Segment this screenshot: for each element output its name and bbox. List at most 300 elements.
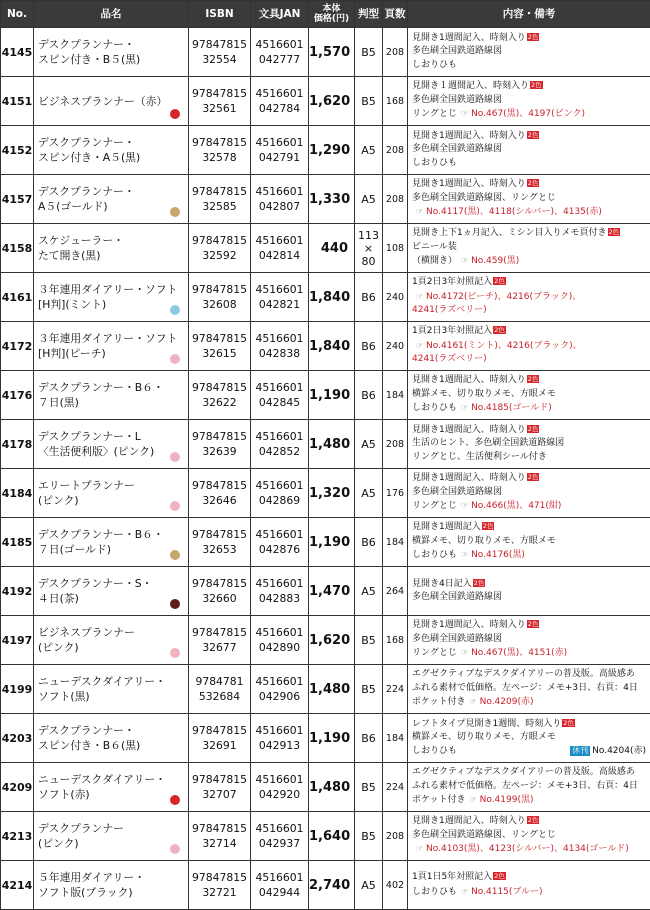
format-size: B6 <box>355 714 383 763</box>
table-row <box>1 469 650 518</box>
product-number: 4184 <box>1 469 34 518</box>
color-dot-icon <box>170 109 180 119</box>
isbn: 97847815 32646 <box>189 469 251 518</box>
product-number: 4185 <box>1 518 34 567</box>
page-count: 184 <box>383 371 408 420</box>
note-line <box>412 45 646 58</box>
two-color-tag: 2色 <box>527 425 540 433</box>
note-line <box>412 353 646 366</box>
note-line <box>412 325 646 338</box>
table-row <box>1 420 650 469</box>
product-name: デスクプランナー・S・ ４日(茶) <box>38 576 184 606</box>
note-line <box>412 885 646 899</box>
table-row <box>1 371 650 420</box>
product-number: 4197 <box>1 616 34 665</box>
note-text: 多色刷全国鉄道路線図 <box>412 95 502 105</box>
note-text: しおりひも <box>412 158 457 168</box>
note-line <box>412 143 646 156</box>
table-row <box>1 763 650 812</box>
note-line <box>412 130 646 143</box>
note-line <box>412 254 646 268</box>
notes-cell <box>408 665 650 714</box>
note-text: しおりひも <box>412 60 457 70</box>
note-line <box>412 192 646 205</box>
note-line <box>412 718 646 731</box>
isbn: 97847815 32608 <box>189 273 251 322</box>
note-text: 多色刷全国鉄道路線図 <box>412 46 502 56</box>
page-count: 208 <box>383 420 408 469</box>
discontinued-badge: 休刊 <box>570 746 590 756</box>
two-color-tag: 2色 <box>530 81 543 89</box>
jan-code: 4516601 042814 <box>251 224 309 273</box>
product-name: ５年連用ダイアリー・ ソフト版(ブラック) <box>38 870 184 900</box>
price: 1,480 <box>309 420 355 469</box>
related-products: No.4103(黒)、4123(シルバー)、4134(ゴールド) <box>426 844 629 854</box>
isbn: 97847815 32578 <box>189 126 251 175</box>
format-size: A5 <box>355 126 383 175</box>
product-name-cell <box>34 322 189 371</box>
format-size: A5 <box>355 567 383 616</box>
note-text: 見開き1週間記入 <box>412 522 481 532</box>
page-count: 208 <box>383 28 408 77</box>
note-line <box>412 178 646 191</box>
note-line <box>412 388 646 401</box>
color-dot-icon <box>170 501 180 511</box>
product-number: 4214 <box>1 861 34 910</box>
note-line <box>412 486 646 499</box>
note-line <box>412 107 646 121</box>
price: 2,740 <box>309 861 355 910</box>
table-row <box>1 273 650 322</box>
price: 1,840 <box>309 273 355 322</box>
note-text: リングとじ <box>412 109 457 119</box>
related-products: No.4176(黒) <box>471 550 525 560</box>
isbn: 97847815 32622 <box>189 371 251 420</box>
note-line <box>412 695 646 709</box>
related-products: No.467(黒)、4151(赤) <box>471 648 567 658</box>
pointing-hand-icon: ☞ <box>461 501 468 510</box>
color-dot-icon <box>170 305 180 315</box>
note-text: 見開き上下1ヵ月記入、ミシン目入りメモ頁付き <box>412 228 607 238</box>
note-text: 多色刷全国鉄道路線図 <box>412 634 502 644</box>
format-size: B6 <box>355 371 383 420</box>
pointing-hand-icon: ☞ <box>470 795 477 804</box>
price: 1,840 <box>309 322 355 371</box>
two-color-tag: 2色 <box>527 179 540 187</box>
ref-number: No.4204(赤) <box>592 746 646 756</box>
product-number: 4172 <box>1 322 34 371</box>
note-text: 多色刷全国鉄道路線図、リングとじ <box>412 193 556 203</box>
product-name: デスクプランナー・ A５(ゴールド) <box>38 184 184 214</box>
jan-code: 4516601 042791 <box>251 126 309 175</box>
note-line <box>412 94 646 107</box>
two-color-tag: 2色 <box>482 522 495 530</box>
price: 1,330 <box>309 175 355 224</box>
note-text: エグゼクティブなデスクダイアリーの普及版。高級感あ <box>412 669 635 679</box>
two-color-tag: 2色 <box>527 620 540 628</box>
price: 1,470 <box>309 567 355 616</box>
table-row <box>1 77 650 126</box>
price: 1,190 <box>309 518 355 567</box>
product-number: 4158 <box>1 224 34 273</box>
product-name: デスクプランナー (ピンク) <box>38 821 184 851</box>
notes-cell <box>408 616 650 665</box>
product-name: スケジューラー・ たて開き(黒) <box>38 233 184 263</box>
note-line <box>412 633 646 646</box>
jan-code: 4516601 042784 <box>251 77 309 126</box>
note-text: ふれる素材で低価格。左ページ：メモ+3日、右頁：4日 <box>412 683 638 693</box>
price: 1,290 <box>309 126 355 175</box>
color-dot-icon <box>170 452 180 462</box>
related-products: No.4117(黒)、4118(シルバー)、4135(赤) <box>426 207 602 217</box>
price: 1,620 <box>309 77 355 126</box>
note-text: しおりひも <box>412 403 457 413</box>
table-row <box>1 567 650 616</box>
page-count: 240 <box>383 322 408 371</box>
price: 1,190 <box>309 714 355 763</box>
isbn: 97847815 32615 <box>189 322 251 371</box>
note-text: 見開き1週間記入、時刻入り <box>412 131 526 141</box>
pointing-hand-icon: ☞ <box>416 844 423 853</box>
note-text: しおりひも <box>412 887 457 897</box>
related-products: No.4172(ピーチ)、4216(ブラック)、 <box>426 292 581 302</box>
related-products: No.4209(赤) <box>480 697 534 707</box>
note-text: 横罫メモ、切り取りメモ、方眼メモ <box>412 389 556 399</box>
table-row <box>1 175 650 224</box>
notes-cell <box>408 469 650 518</box>
jan-code: 4516601 042920 <box>251 763 309 812</box>
format-size: A5 <box>355 420 383 469</box>
product-name: ビジネスプランナー (ピンク) <box>38 625 184 655</box>
note-text: しおりひも <box>412 745 457 758</box>
jan-code: 4516601 042777 <box>251 28 309 77</box>
notes-cell <box>408 714 650 763</box>
format-size: A5 <box>355 469 383 518</box>
note-line <box>412 472 646 485</box>
product-name: デスクプランナー・B６・ ７日(黒) <box>38 380 184 410</box>
note-line <box>412 499 646 513</box>
header-size: 判型 <box>355 1 383 28</box>
isbn: 97847815 32554 <box>189 28 251 77</box>
note-line <box>412 241 646 254</box>
note-line <box>412 815 646 828</box>
note-text: 見開き1週間記入、時刻入り <box>412 425 526 435</box>
page-count: 108 <box>383 224 408 273</box>
note-line <box>412 339 646 353</box>
page-count: 168 <box>383 77 408 126</box>
note-text: 見開き1週間記入、時刻入り <box>412 620 526 630</box>
note-text: 見開き4日記入 <box>412 579 472 589</box>
table-row <box>1 861 650 910</box>
note-line <box>412 424 646 437</box>
format-size: B6 <box>355 518 383 567</box>
note-line <box>412 578 646 591</box>
product-name-cell <box>34 861 189 910</box>
jan-code: 4516601 042869 <box>251 469 309 518</box>
isbn: 97847815 32714 <box>189 812 251 861</box>
note-line <box>412 535 646 548</box>
related-products: No.466(黒)、471(紺) <box>471 501 561 511</box>
two-color-tag: 2色 <box>527 473 540 481</box>
two-color-tag: 2色 <box>527 131 540 139</box>
note-line <box>412 548 646 562</box>
note-text: 横罫メモ、切り取りメモ、方眼メモ <box>412 536 556 546</box>
page-count: 184 <box>383 518 408 567</box>
two-color-tag: 2色 <box>608 228 621 236</box>
page-count: 264 <box>383 567 408 616</box>
header-notes: 内容・備考 <box>408 1 650 28</box>
note-text: レフトタイプ見開き1週間、時刻入り <box>412 719 561 729</box>
isbn: 97847815 32691 <box>189 714 251 763</box>
product-name: ３年連用ダイアリー・ソフト [H判](ミント) <box>38 282 184 312</box>
product-number: 4199 <box>1 665 34 714</box>
product-name-cell <box>34 616 189 665</box>
isbn: 97847815 32592 <box>189 224 251 273</box>
note-line <box>412 205 646 219</box>
notes-cell <box>408 420 650 469</box>
product-name-cell <box>34 273 189 322</box>
jan-code: 4516601 042906 <box>251 665 309 714</box>
jan-code: 4516601 042883 <box>251 567 309 616</box>
product-name-cell <box>34 763 189 812</box>
note-text: ふれる素材で低価格。左ページ：メモ+3日、右頁：4日 <box>412 781 638 791</box>
header-price: 本体 価格(円) <box>309 1 355 28</box>
note-line <box>412 227 646 240</box>
two-color-tag: 2色 <box>493 326 506 334</box>
related-products: No.4161(ミント)、4216(ブラック)、 <box>426 341 582 351</box>
note-line <box>412 304 646 317</box>
note-text: 多色刷全国鉄道路線図 <box>412 487 502 497</box>
product-name-cell <box>34 371 189 420</box>
note-line <box>412 521 646 534</box>
product-name: デスクプランナー・ スピン付き・A５(黒) <box>38 135 184 165</box>
note-line <box>412 668 646 681</box>
format-size: B5 <box>355 763 383 812</box>
pointing-hand-icon: ☞ <box>416 292 423 301</box>
notes-cell <box>408 812 650 861</box>
note-line <box>412 871 646 884</box>
note-text: 見開き１週間記入、時刻入り <box>412 81 529 91</box>
notes-cell <box>408 763 650 812</box>
isbn: 97847815 32585 <box>189 175 251 224</box>
note-line <box>412 745 646 758</box>
isbn: 9784781 532684 <box>189 665 251 714</box>
note-text: ポケット付き <box>412 697 466 707</box>
two-color-tag: 2色 <box>493 277 506 285</box>
note-line <box>412 401 646 415</box>
two-color-tag: 2色 <box>493 872 506 880</box>
jan-code: 4516601 042845 <box>251 371 309 420</box>
color-dot-icon <box>170 844 180 854</box>
product-name: デスクプランナー・ スピン付き・B５(黒) <box>38 37 184 67</box>
color-dot-icon <box>170 599 180 609</box>
page-count: 224 <box>383 665 408 714</box>
note-line <box>412 451 646 464</box>
note-text: 横罫メモ、切り取りメモ、方眼メモ <box>412 732 556 742</box>
page-count: 184 <box>383 714 408 763</box>
notes-cell <box>408 77 650 126</box>
format-size: B5 <box>355 28 383 77</box>
pointing-hand-icon: ☞ <box>461 887 468 896</box>
table-row <box>1 616 650 665</box>
product-name-cell <box>34 126 189 175</box>
product-number: 4178 <box>1 420 34 469</box>
note-line <box>412 290 646 304</box>
isbn: 97847815 32653 <box>189 518 251 567</box>
note-line <box>412 157 646 170</box>
two-color-tag: 2色 <box>473 579 486 587</box>
format-size: 113 × 80 <box>355 224 383 273</box>
related-products: No.4115(ブルー) <box>471 887 543 897</box>
note-line <box>412 59 646 72</box>
page-count: 168 <box>383 616 408 665</box>
page-count: 402 <box>383 861 408 910</box>
header-pages: 頁数 <box>383 1 408 28</box>
related-products: No.459(黒) <box>471 256 519 266</box>
header-name: 品名 <box>34 1 189 28</box>
note-text: 生活のヒント、多色刷全国鉄道路線図 <box>412 438 564 448</box>
color-dot-icon <box>170 795 180 805</box>
pointing-hand-icon: ☞ <box>461 109 468 118</box>
notes-cell <box>408 175 650 224</box>
pointing-hand-icon: ☞ <box>461 256 468 265</box>
related-products: 4241(ラズベリー) <box>412 305 487 315</box>
price: 1,620 <box>309 616 355 665</box>
table-row <box>1 812 650 861</box>
isbn: 97847815 32561 <box>189 77 251 126</box>
page-count: 224 <box>383 763 408 812</box>
product-number: 4157 <box>1 175 34 224</box>
table-row <box>1 322 650 371</box>
two-color-tag: 2色 <box>527 33 540 41</box>
jan-code: 4516601 042852 <box>251 420 309 469</box>
note-text: しおりひも <box>412 550 457 560</box>
notes-cell <box>408 518 650 567</box>
notes-cell <box>408 567 650 616</box>
page-count: 240 <box>383 273 408 322</box>
page-count: 208 <box>383 812 408 861</box>
note-text: 見開き1週間記入、時刻入り <box>412 179 526 189</box>
table-row <box>1 714 650 763</box>
note-line <box>412 276 646 289</box>
related-products: No.4185(ゴールド) <box>471 403 552 413</box>
pointing-hand-icon: ☞ <box>470 697 477 706</box>
product-name: ニューデスクダイアリー・ ソフト(赤) <box>38 772 184 802</box>
header-row <box>1 1 650 28</box>
header-no: No. <box>1 1 34 28</box>
price: 1,480 <box>309 665 355 714</box>
format-size: B6 <box>355 273 383 322</box>
note-text: ポケット付き <box>412 795 466 805</box>
product-name-cell <box>34 469 189 518</box>
note-text: 見開き1週間記入、時刻入り <box>412 375 526 385</box>
price: 1,640 <box>309 812 355 861</box>
format-size: A5 <box>355 175 383 224</box>
note-text: 見開き1週間記入、時刻入り <box>412 816 526 826</box>
price: 1,190 <box>309 371 355 420</box>
discontinued-ref <box>570 745 646 758</box>
jan-code: 4516601 042890 <box>251 616 309 665</box>
pointing-hand-icon: ☞ <box>416 341 423 350</box>
note-text: 見開き1週間記入、時刻入り <box>412 33 526 43</box>
product-name-cell <box>34 77 189 126</box>
note-text: ビニール装 <box>412 242 457 252</box>
note-text: 1頁1日5年対照記入 <box>412 872 492 882</box>
pointing-hand-icon: ☞ <box>416 207 423 216</box>
product-name: デスクプランナー・B６・ ７日(ゴールド) <box>38 527 184 557</box>
notes-cell <box>408 224 650 273</box>
note-line <box>412 766 646 779</box>
two-color-tag: 2色 <box>527 375 540 383</box>
product-name-cell <box>34 175 189 224</box>
related-products: No.4199(黒) <box>480 795 534 805</box>
format-size: A5 <box>355 861 383 910</box>
product-number: 4213 <box>1 812 34 861</box>
product-name-cell <box>34 714 189 763</box>
price: 1,480 <box>309 763 355 812</box>
jan-code: 4516601 042821 <box>251 273 309 322</box>
table-body <box>1 28 650 910</box>
product-number: 4145 <box>1 28 34 77</box>
color-dot-icon <box>170 354 180 364</box>
note-line <box>412 793 646 807</box>
note-text: リングとじ <box>412 501 457 511</box>
note-line <box>412 780 646 793</box>
pointing-hand-icon: ☞ <box>461 403 468 412</box>
notes-cell <box>408 28 650 77</box>
product-name-cell <box>34 665 189 714</box>
isbn: 97847815 32677 <box>189 616 251 665</box>
note-line <box>412 619 646 632</box>
jan-code: 4516601 042944 <box>251 861 309 910</box>
note-line <box>412 682 646 695</box>
product-name-cell <box>34 567 189 616</box>
page-count: 176 <box>383 469 408 518</box>
note-text: 多色刷全国鉄道路線図 <box>412 592 502 602</box>
price: 1,320 <box>309 469 355 518</box>
page-count: 208 <box>383 126 408 175</box>
related-products: 4241(ラズベリー) <box>412 354 487 364</box>
isbn: 97847815 32660 <box>189 567 251 616</box>
color-dot-icon <box>170 207 180 217</box>
note-text: リングとじ、生活便利シール付き <box>412 452 547 462</box>
note-text: 見開き1週間記入、時刻入り <box>412 473 526 483</box>
jan-code: 4516601 042876 <box>251 518 309 567</box>
product-number: 4151 <box>1 77 34 126</box>
color-dot-icon <box>170 550 180 560</box>
product-name: デスクプランナー・ スピン付き・B６(黒) <box>38 723 184 753</box>
product-number: 4203 <box>1 714 34 763</box>
note-line <box>412 437 646 450</box>
product-number: 4209 <box>1 763 34 812</box>
product-number: 4152 <box>1 126 34 175</box>
note-line <box>412 374 646 387</box>
notes-cell <box>408 273 650 322</box>
jan-code: 4516601 042838 <box>251 322 309 371</box>
header-jan: 文具JAN <box>251 1 309 28</box>
note-text: エグゼクティブなデスクダイアリーの普及版。高級感あ <box>412 767 635 777</box>
note-text: 多色刷全国鉄道路線図 <box>412 144 502 154</box>
header-isbn: ISBN <box>189 1 251 28</box>
format-size: B5 <box>355 77 383 126</box>
product-name: デスクプランナー・L 〈生活便利版〉(ピンク) <box>38 429 184 459</box>
pointing-hand-icon: ☞ <box>461 550 468 559</box>
product-name: ビジネスプランナー（赤） <box>38 94 184 109</box>
note-line <box>412 591 646 604</box>
note-line <box>412 80 646 93</box>
notes-cell <box>408 322 650 371</box>
pointing-hand-icon: ☞ <box>461 648 468 657</box>
